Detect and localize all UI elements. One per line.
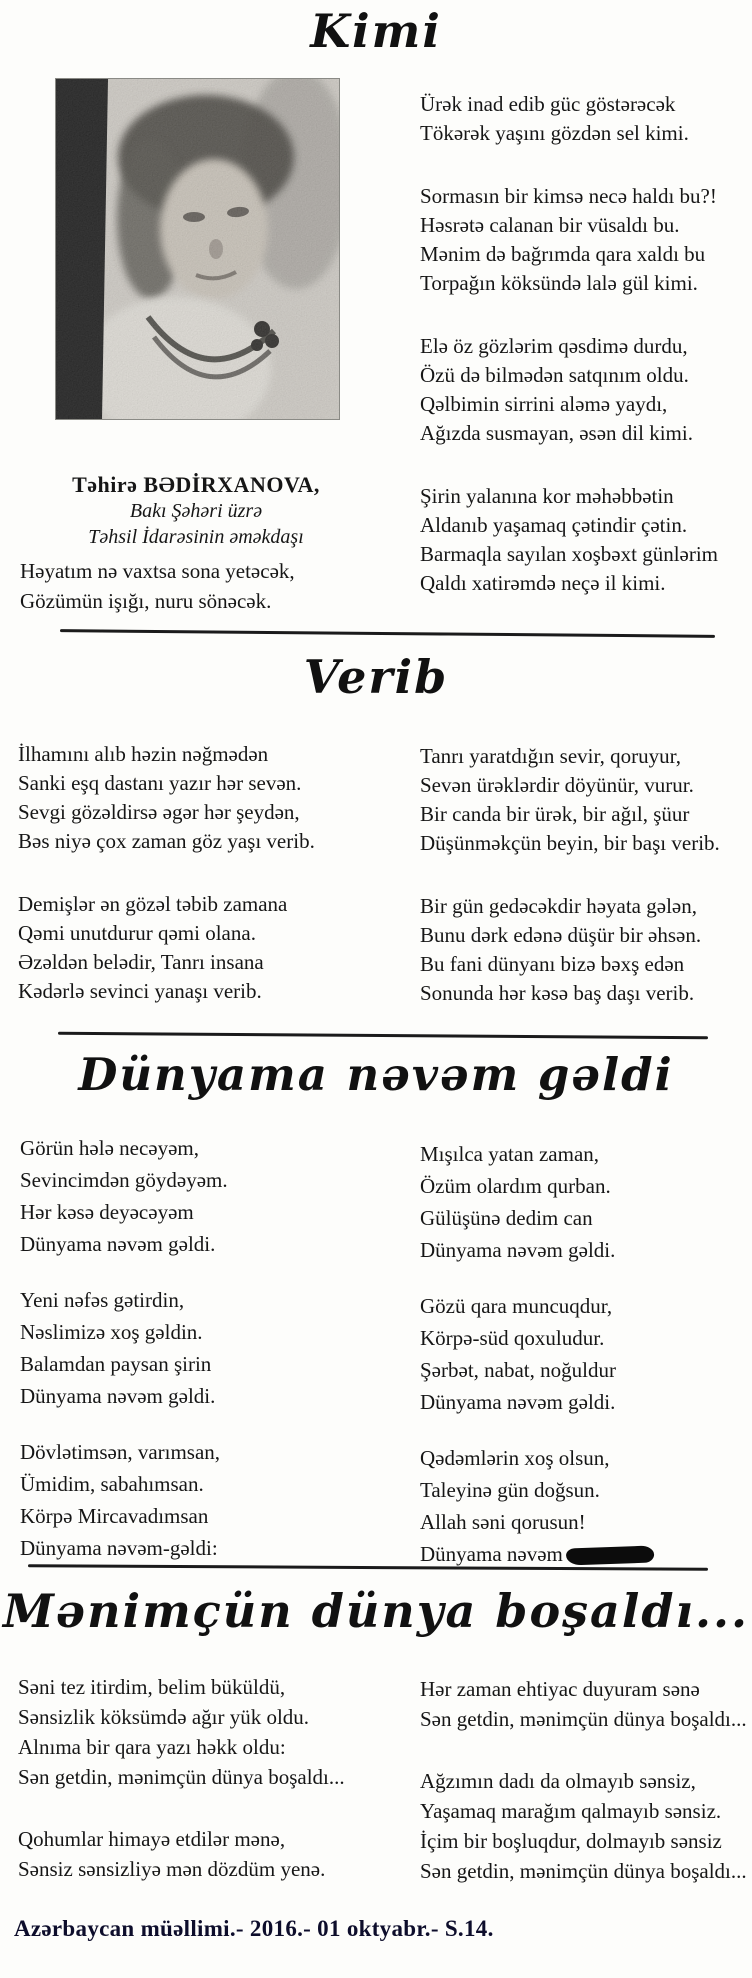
author-photo-image [56,79,339,419]
poem-line: Sənsizlik köksümdə ağır yük oldu. [18,1705,310,1729]
poem-line: Bu fani dünyanı bizə bəxş edən [420,952,685,976]
menimcun-stanza-1 [18,1672,353,1792]
poem-line: Yaşamaq marağım qalmayıb sənsiz. [420,1799,722,1823]
poem-line: Dünyama nəvəm gəldi. [20,1384,216,1408]
poem-line: Sevən ürəklərdir döyünür, vurur. [420,773,694,797]
poem-line: Dünyama nəvəm gəldi. [420,1390,616,1414]
poem-line: Hər kəsə deyəcəyəm [20,1200,194,1224]
poem-line: Qəlbimin sirrini aləmə yaydı, [420,392,668,416]
poem-title-verib: Verib [303,650,449,704]
dunyama-stanza-6-final-line [420,1538,752,1570]
poem-line: Ağızda susmayan, əsən dil kimi. [420,421,693,445]
menimcun-stanza-2 [18,1824,353,1884]
poem-line: Dünyama nəvəm-gəldi: [20,1536,218,1560]
verib-left-column [18,740,353,1040]
poem-line: Səni tez itirdim, belim büküldü, [18,1675,286,1699]
poem-line: Həsrətə calanan bir vüsaldı bu. [420,213,680,237]
poem-line: Barmaqla sayılan xoşbəxt günlərim [420,542,719,566]
poem-line: Hər zaman ehtiyac duyuram sənə [420,1677,700,1701]
author-photo [55,78,340,420]
poem-line: Taleyinə gün doğsun. [420,1478,600,1502]
poem-line: Əzəldən belədir, Tanrı insana [18,950,264,974]
poem-line: Körpə-süd qoxuludur. [420,1326,605,1350]
dunyama-stanza-3 [20,1436,355,1564]
poem-line: Balamdan paysan şirin [20,1352,212,1376]
poem-line: Qaldı xatirəmdə neçə il kimi. [420,571,666,595]
poem-line: Körpə Mircavadımsan [20,1504,209,1528]
poem-line: Demişlər ən gözəl təbib zamana [18,892,288,916]
verib-stanza-1 [18,740,353,856]
poem-line: Dövlətimsən, varımsan, [20,1440,221,1464]
poem-line: Ürək inad edib güc göstərəcək [420,92,676,116]
poem-line: Tökərək yaşını gözdən sel kimi. [420,121,689,145]
author-name: Təhirə BƏDİRXANOVA, [72,472,320,497]
poem-line: Yeni nəfəs gətirdin, [20,1288,185,1312]
menimcun-stanza-3 [420,1674,752,1734]
poem-line: Görün hələ necəyəm, [20,1136,200,1160]
poem-title-menimcun: Mənimçün dünya boşaldı... [3,1584,749,1638]
dunyama-stanza-4 [420,1138,752,1266]
poem-line: Həyatım nə vaxtsa sona yetəcək, [20,559,295,583]
poem-line: Dünyama nəvəm gəldi. [20,1232,216,1256]
menimcun-right-column [420,1674,752,1918]
kimi-stanza-2 [420,182,752,298]
poem-line: Sonunda hər kəsə baş daşı verib. [420,981,695,1005]
poem-line: Sevincimdən göydəyəm. [20,1168,228,1192]
kimi-right-column [420,90,752,632]
verib-right-column [420,742,752,1042]
poem-line: Bunu dərk edənə düşür bir əhsən. [420,923,702,947]
poem-line: Bir gün gedəcəkdir həyata gələn, [420,894,697,918]
verib-stanza-2 [18,890,353,1006]
poem-line: İlhamını alıb həzin nəğmədən [18,742,269,766]
poem-line: Qədəmlərin xoş olsun, [420,1446,610,1470]
poem-line: Düşünməkçün beyin, bir başı verib. [420,831,720,855]
poem-title-dunyama: Dünyama nəvəm gəldi [78,1048,674,1101]
poem-line: Sən getdin, mənimçün dünya boşaldı... [18,1765,345,1789]
poem-line: Şirin yalanına kor məhəbbətin [420,484,674,508]
poem-line: Gözü qara muncuqdur, [420,1294,613,1318]
poem-line: Mənim də bağrımda qara xaldı bu [420,242,706,266]
poem-line: İçim bir boşluqdur, dolmayıb sənsiz [420,1829,722,1853]
verib-stanza-4 [420,892,752,1008]
poem-line: Gülüşünə dedim can [420,1206,593,1230]
poem-line: Şərbət, nabat, noğuldur [420,1358,616,1382]
poem-line: Tanrı yaratdığın sevir, qoruyur, [420,744,682,768]
author-role-line1: Bakı Şəhəri üzrə [129,500,263,522]
menimcun-left-column [18,1672,353,1916]
poem-line: Sanki eşq dastanı yazır hər sevən. [18,771,302,795]
poem-line: Sən getdin, mənimçün dünya boşaldı... [420,1859,747,1883]
smudged-line-prefix: Dünyama nəvəm [420,1542,563,1566]
dunyama-stanza-1 [20,1132,355,1260]
poem-line-smudged [420,1538,752,1570]
poem-line: Qohumlar himayə etdilər mənə, [18,1827,286,1851]
poem-line: Sən getdin, mənimçün dünya boşaldı... [420,1707,747,1731]
poem-line: Sevgi gözəldirsə əgər hər şeydən, [18,800,300,824]
author-block [40,472,352,550]
verib-stanza-3 [420,742,752,858]
kimi-stanza-3 [420,332,752,448]
poem-line: Aldanıb yaşamaq çətindir çətin. [420,513,688,537]
poem-title-kimi: Kimi [310,4,442,58]
author-role-line2: Təhsil İdarəsinin əməkdaşı [88,526,304,548]
footer-citation: Azərbaycan müəllimi.- 2016.- 01 oktyabr.- S.14. [14,1916,494,1941]
poem-line: Nəslimizə xoş gəldin. [20,1320,203,1344]
dunyama-right-column [420,1138,752,1570]
kimi-stanza-1 [420,90,752,148]
menimcun-stanza-4 [420,1766,752,1886]
poem-line: Elə öz gözlərim qəsdimə durdu, [420,334,688,358]
dunyama-stanza-5 [420,1290,752,1418]
poem-line: Sormasın bir kimsə necə haldı bu?! [420,184,717,208]
poem-line: Torpağın köksündə lalə gül kimi. [420,271,698,295]
kimi-stanza-4 [420,482,752,598]
poem-line: Kədərlə sevinci yanaşı verib. [18,979,262,1003]
poem-line: Allah səni qorusun! [420,1510,586,1534]
poem-line: Ümidim, sabahımsan. [20,1472,204,1496]
poem-line: Özü də bilmədən satqınım oldu. [420,363,689,387]
poem-line: Ağzımın dadı da olmayıb sənsiz, [420,1769,696,1793]
poem-line: Bir canda bir ürək, bir ağıl, şüur [420,802,690,826]
dunyama-stanza-2 [20,1284,355,1412]
poem-line: Dünyama nəvəm gəldi. [420,1238,616,1262]
poem-line: Sənsiz sənsizliyə mən dözdüm yenə. [18,1857,326,1881]
poem-line: Qəmi unutdurur qəmi olana. [18,921,256,945]
dunyama-left-column [20,1132,355,1588]
dunyama-stanza-6 [420,1442,752,1538]
poem-line: Gözümün işığı, nuru sönəcək. [20,589,272,613]
poem-line: Bəs niyə çox zaman göz yaşı verib. [18,829,315,853]
ink-smudge-icon [566,1545,655,1565]
kimi-left-couplet [20,556,295,616]
poem-line: Alnıma bir qara yazı həkk oldu: [18,1735,286,1759]
poem-line: Mışılca yatan zaman, [420,1142,600,1166]
poem-line: Özüm olardım qurban. [420,1174,611,1198]
